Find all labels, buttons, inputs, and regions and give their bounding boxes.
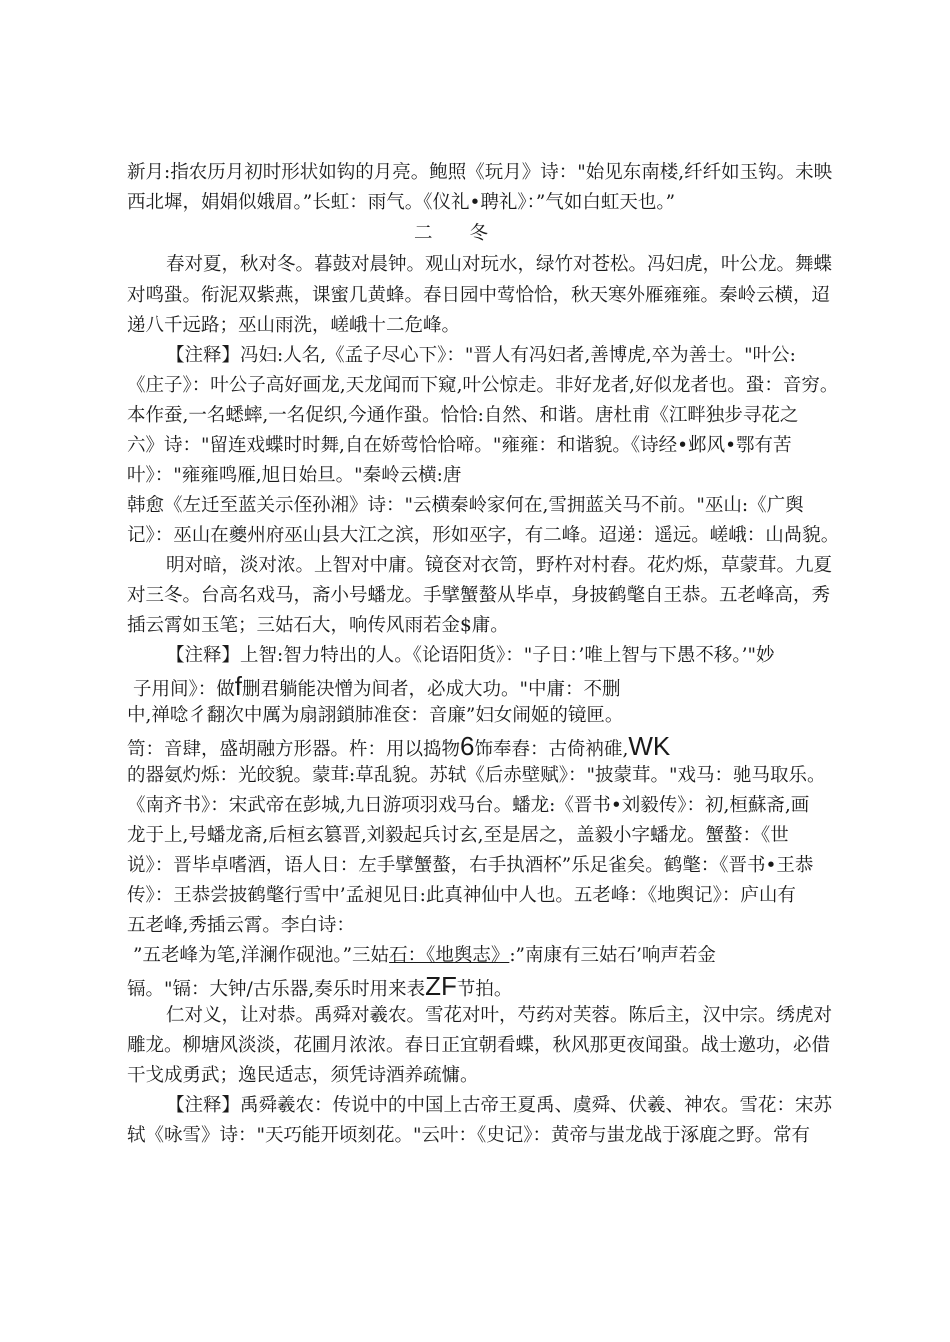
text-line: 春对夏，秋对冬。暮鼓对晨钟。观山对玩水，绿竹对苍松。冯妇虎，叶公龙。舞蝶	[166, 254, 833, 275]
text-line: 六》诗："留连戏蝶时时舞,自在娇莺恰恰啼。"雍雍：和谐貌。《诗经•邺风•鄂有苦	[127, 435, 792, 456]
text-line: 说》：晋毕卓嗜酒，语人日：左手擘蟹螯，右手执酒杯”乐足雀矣。鹤氅：《晋书•王恭	[127, 855, 814, 876]
text-line: 《庄子》：叶公子高好画龙,天龙闻而下窥,叶公惊走。非好龙者,好似龙者也。蛩：音穷。	[127, 375, 839, 396]
text-fragment: :”南康有三姑石’响声若金	[509, 945, 716, 966]
text-line: 仁对义，让对恭。禹舜对羲农。雪花对叶，芍药对芙蓉。陈后主，汉中宗。绣虎对	[166, 1005, 833, 1026]
text-line: 干戈成勇武；逸民适志，须凭诗酒养疏慵。	[127, 1065, 479, 1086]
text-fragment: 笥：音肆，盛胡融方形器。杵：用以捣物	[127, 739, 461, 760]
section-heading: 二 冬	[414, 223, 489, 244]
text-line: 中,禅唸彳翻次中厲为扇詡鎖肺准奁：音廉”妇女闹姬的镜匣。	[127, 705, 624, 726]
text-line: 本作蚕,一名蟋蟀,一名促织,今通作蛩。恰恰:自然、和谐。唐杜甫《江畔独步寻花之	[127, 405, 799, 426]
text-line: 雕龙。柳塘风淡淡，花圃月浓浓。春日正宜朝看蝶，秋风那更夜闻蛩。战士邀功，必借	[127, 1035, 831, 1056]
text-fragment: 节拍。	[456, 979, 513, 1000]
text-line: 【注释】禹舜羲农：传说中的中国上古帝王夏禹、虞舜、伏羲、神农。雪花：宋苏	[166, 1095, 833, 1116]
text-line: 明对暗，淡对浓。上智对中庸。镜奁对衣笥，野杵对村舂。花灼烁，草蒙茸。九夏	[166, 555, 833, 576]
ocr-artifact: WK	[628, 731, 671, 761]
text-line	[133, 941, 950, 971]
text-line: 的器氨灼烁：光皎貌。蒙茸:草乱貌。苏轼《后赤壁赋》："披蒙茸。"戏马：驰马取乐。	[127, 765, 826, 786]
text-line: 新月:指农历月初时形状如钩的月亮。鲍照《玩月》诗："始见东南楼,纤纤如玉钩。未映	[127, 162, 833, 183]
text-fragment: 镉。"镉：大钟/古乐器,奏乐时用来表	[127, 979, 426, 1000]
text-line: 龙于上,号蟠龙斋,后桓玄篡晋,刘毅起兵讨玄,至是居之，盖毅小字蟠龙。蟹螯：《世	[127, 825, 789, 846]
text-line: 传》：王恭尝披鹤氅行雪中’孟昶见日:此真神仙中人也。五老峰：《地舆记》：庐山有	[127, 885, 796, 906]
text-line: 轼《咏雪》诗："天巧能开顷刻花。"云叶：《史记》：黄帝与蚩龙战于涿鹿之野。常有	[127, 1125, 811, 1146]
text-line: 插云霄如玉笔；三姑石大，响传风雨若金$庸。	[127, 615, 509, 636]
text-line: 对鸣蛩。衔泥双紫燕，课蜜几黄蜂。春日园中莺恰恰，秋天寒外雁雍雍。秦岭云横，迢	[127, 285, 831, 306]
text-line: 记》：巫山在夔州府巫山县大江之滨，形如巫字，有二峰。迢递：遥远。嵯峨：山咼貌。	[127, 525, 840, 546]
text-fragment: ”五老峰为笔,洋澜作砚池。”三姑	[133, 945, 390, 966]
text-line: 对三冬。台高名戏马，斋小号蟠龙。手擘蟹螯从毕卓，身披鹤氅自王恭。五老峰高，秀	[127, 585, 831, 606]
ocr-artifact: ZF	[425, 971, 457, 1001]
text-line: 韩愈《左迁至蓝关示侄孙湘》诗："云横秦岭家何在,雪拥蓝关马不前。"巫山:《广舆	[127, 495, 804, 516]
underlined-text: 石：《地舆志》	[389, 945, 510, 966]
text-line: 西北墀，娟娟似娥眉。”长虹：雨气。《仪礼•聘礼》：”气如白虹天也。”	[127, 192, 676, 213]
text-line	[133, 671, 950, 705]
text-line: 五老峰,秀插云霄。李白诗：	[127, 915, 355, 936]
text-line: 《南齐书》：宋武帝在彭城,九日游项羽戏马台。蟠龙:《晋书•刘毅传》：初,桓蘇斋,画	[127, 795, 810, 816]
text-line	[127, 731, 950, 765]
ocr-artifact: f	[234, 671, 242, 701]
text-line	[127, 971, 950, 1005]
text-line: 叶》："雍雍鸣雁,旭日始旦。"秦岭云横:唐	[127, 465, 462, 486]
text-fragment: 子用间》：做	[133, 679, 235, 700]
text-line: 递八千远路；巫山雨洗，嵯峨十二危峰。	[127, 315, 461, 336]
text-line: 【注释】上智:智力特出的人。《论语阳货》："子日：’唯上智与下愚不移。’"妙	[166, 645, 775, 666]
text-fragment: 删君躺能决憎为间者，必成大功。"中庸：不删	[242, 679, 621, 700]
text-line: 【注释】冯妇:人名,《孟子尽心下》："晋人有冯妇者,善博虎,卒为善士。"叶公:	[166, 345, 796, 366]
text-fragment: 饰奉舂：古倚衲碓,	[474, 739, 629, 760]
ocr-artifact: 6	[460, 731, 475, 761]
